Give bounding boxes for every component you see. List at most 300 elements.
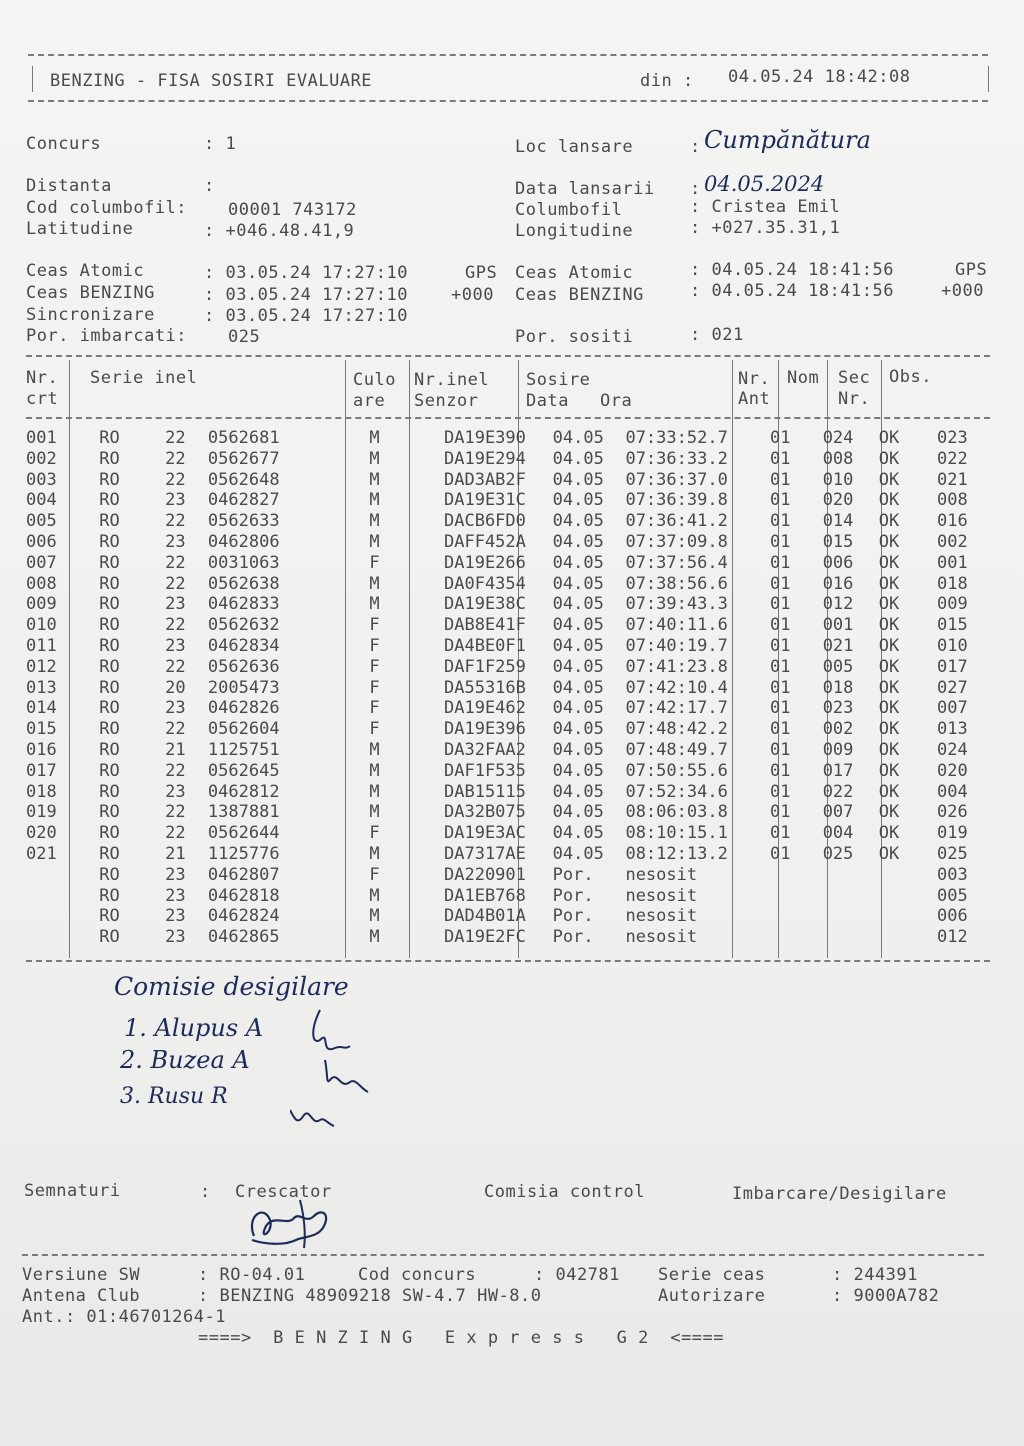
cell-sec: OK bbox=[878, 594, 900, 615]
cell-ora: 08:06:03.8 bbox=[625, 802, 728, 823]
table-row bbox=[26, 657, 1024, 678]
cell-data: 04.05 bbox=[552, 635, 604, 656]
cell-obs: 015 bbox=[936, 615, 968, 636]
autorizare-label: Autorizare bbox=[658, 1286, 766, 1306]
cell-culo bbox=[402, 678, 440, 699]
cell-tara: RO bbox=[99, 719, 120, 740]
cell-an: 22 bbox=[165, 511, 186, 532]
cell-ant: 01 bbox=[770, 781, 791, 802]
table-row bbox=[26, 927, 1024, 948]
ceas-benzing-start-value: : 03.05.24 17:27:10 bbox=[204, 285, 408, 305]
cell-nom: 004 bbox=[822, 823, 854, 844]
table-row bbox=[26, 782, 1024, 803]
col-header-obs: Obs. bbox=[889, 367, 932, 387]
cell-tara: RO bbox=[99, 864, 120, 885]
cell-culo bbox=[402, 844, 440, 865]
cell-an: 23 bbox=[165, 594, 186, 615]
latitudine-value: : +046.48.41,9 bbox=[204, 221, 355, 241]
cell-nr bbox=[26, 906, 69, 927]
cell-inel: 1125751 bbox=[207, 739, 280, 760]
cell-nom: 008 bbox=[822, 448, 854, 469]
cell-tara: RO bbox=[99, 594, 120, 615]
ceas-atomic-start-label: Ceas Atomic bbox=[26, 261, 145, 281]
cell-nr: 008 bbox=[26, 573, 57, 594]
cell-senzor: DA19E2FC bbox=[444, 927, 526, 948]
cell-nom: 007 bbox=[822, 802, 854, 823]
crescator-signature-icon bbox=[244, 1196, 344, 1252]
cell-tara: RO bbox=[99, 656, 120, 677]
cell-an: 23 bbox=[165, 781, 186, 802]
cell-tara: RO bbox=[99, 906, 120, 927]
table-row bbox=[26, 615, 1024, 636]
col-header-sec: Sec bbox=[838, 368, 871, 388]
cell-sex: M bbox=[369, 885, 380, 906]
table-bottom-rule bbox=[26, 960, 990, 962]
sincronizare-value: : 03.05.24 17:27:10 bbox=[204, 306, 408, 326]
cell-culo bbox=[402, 657, 440, 678]
commission-member-1: 1. Alupus A bbox=[124, 1014, 264, 1042]
cell-nom: 020 bbox=[822, 490, 854, 511]
comisia-control-label: Comisia control bbox=[484, 1182, 646, 1202]
cell-an: 22 bbox=[165, 469, 186, 490]
cell-nom bbox=[815, 865, 871, 886]
cell-inel: 0562677 bbox=[207, 448, 280, 469]
cell-senzor: DA0F4354 bbox=[444, 573, 526, 594]
semnaturi-label: Semnaturi bbox=[24, 1181, 121, 1201]
cell-obs: 002 bbox=[936, 531, 968, 552]
cell-sec: OK bbox=[878, 677, 900, 698]
cell-tara: RO bbox=[99, 781, 120, 802]
cell-obs: 021 bbox=[936, 469, 968, 490]
latitudine-label: Latitudine bbox=[26, 219, 134, 239]
cell-sec: OK bbox=[878, 490, 900, 511]
cell-senzor: DA19E390 bbox=[444, 428, 526, 448]
cell-sec: OK bbox=[878, 781, 900, 802]
cell-nom bbox=[815, 906, 871, 927]
cell-obs: 017 bbox=[936, 656, 968, 677]
ceas-atomic-end-label: Ceas Atomic bbox=[515, 263, 634, 283]
cell-an: 23 bbox=[165, 698, 186, 719]
cell-ant: 01 bbox=[770, 719, 791, 740]
col-header-culo: Culo bbox=[353, 370, 396, 390]
cell-data: 04.05 bbox=[552, 552, 604, 573]
document-title: BENZING - FISA SOSIRI EVALUARE bbox=[50, 71, 373, 91]
cell-culo bbox=[402, 636, 440, 657]
cell-nr: 021 bbox=[26, 843, 57, 864]
cell-culo bbox=[402, 553, 440, 574]
cell-ant bbox=[754, 927, 815, 948]
table-row bbox=[26, 844, 1024, 865]
cell-data: 04.05 bbox=[552, 760, 604, 781]
cell-senzor: DA19E266 bbox=[444, 552, 526, 573]
cell-an: 22 bbox=[165, 760, 186, 781]
table-row bbox=[26, 449, 1024, 470]
table-row bbox=[26, 636, 1024, 657]
cell-sex: M bbox=[369, 843, 380, 864]
imbarcati-label: Por. imbarcati: bbox=[26, 326, 188, 346]
cell-inel: 1125776 bbox=[207, 843, 280, 864]
cell-sec: OK bbox=[878, 802, 900, 823]
cell-inel: 0462826 bbox=[207, 698, 280, 719]
table-row bbox=[26, 906, 1024, 927]
data-lansarii-label: Data lansarii bbox=[515, 179, 655, 199]
commission-member-3: 3. Rusu R bbox=[120, 1084, 228, 1109]
cell-nom: 012 bbox=[822, 594, 854, 615]
table-row bbox=[26, 532, 1024, 553]
cell-tara: RO bbox=[99, 448, 120, 469]
cell-data: Por. bbox=[552, 885, 594, 906]
cell-data: 04.05 bbox=[552, 511, 604, 532]
cell-nom: 014 bbox=[822, 511, 854, 532]
cell-senzor: DA7317AE bbox=[444, 843, 526, 864]
cell-senzor: DA19E462 bbox=[444, 698, 526, 719]
cell-ora: 07:38:56.6 bbox=[625, 573, 728, 594]
cell-tara: RO bbox=[99, 843, 120, 864]
cell-nr: 013 bbox=[26, 677, 57, 698]
cell-data: 04.05 bbox=[552, 843, 604, 864]
cell-ora: nesosit bbox=[625, 927, 698, 948]
cell-sec: OK bbox=[878, 760, 900, 781]
cell-ant: 01 bbox=[770, 511, 791, 532]
cell-data: 04.05 bbox=[552, 531, 604, 552]
cell-tara: RO bbox=[99, 927, 120, 948]
table-row bbox=[26, 740, 1024, 761]
cell-nr: 014 bbox=[26, 698, 57, 719]
col-header-data: Data bbox=[526, 391, 569, 411]
imbarcati-value: 025 bbox=[228, 327, 261, 347]
cell-senzor: DA19E31C bbox=[444, 490, 526, 511]
cell-tara: RO bbox=[99, 573, 120, 594]
cell-ora: 07:42:17.7 bbox=[625, 698, 728, 719]
versiune-sw-label: Versiune SW bbox=[22, 1265, 141, 1285]
cell-nr: 011 bbox=[26, 635, 57, 656]
cell-an: 22 bbox=[165, 448, 186, 469]
ceas-benzing-end-label: Ceas BENZING bbox=[515, 285, 644, 305]
cell-sex: F bbox=[369, 698, 380, 719]
cell-obs: 027 bbox=[936, 677, 968, 698]
cell-nom: 021 bbox=[822, 635, 854, 656]
cell-an: 21 bbox=[165, 843, 186, 864]
cell-ant: 01 bbox=[770, 531, 791, 552]
cell-sex: M bbox=[369, 927, 380, 948]
cell-an: 22 bbox=[165, 656, 186, 677]
cell-sex: M bbox=[369, 760, 380, 781]
cell-nom: 005 bbox=[822, 656, 854, 677]
sositi-label: Por. sositi bbox=[515, 327, 634, 347]
cell-ora: 07:40:11.6 bbox=[625, 615, 728, 636]
cell-culo bbox=[402, 761, 440, 782]
cell-senzor: DAF1F535 bbox=[444, 760, 526, 781]
cell-tara: RO bbox=[99, 428, 120, 448]
cell-nr bbox=[26, 865, 69, 886]
cell-ant: 01 bbox=[770, 615, 791, 636]
cell-sec bbox=[871, 927, 931, 948]
cell-culo bbox=[402, 865, 440, 886]
cell-tara: RO bbox=[99, 552, 120, 573]
cell-ora: 07:52:34.6 bbox=[625, 781, 728, 802]
header-right-border bbox=[988, 66, 989, 92]
cell-nom: 016 bbox=[822, 573, 854, 594]
cell-senzor: DACB6FD0 bbox=[444, 511, 526, 532]
cell-ora: 07:33:52.7 bbox=[625, 428, 728, 448]
cell-nr bbox=[26, 886, 69, 907]
cell-inel: 0462806 bbox=[207, 531, 280, 552]
cell-ant: 01 bbox=[770, 843, 791, 864]
cell-data: 04.05 bbox=[552, 594, 604, 615]
cell-sex: M bbox=[369, 781, 380, 802]
cell-inel: 0562681 bbox=[207, 428, 280, 448]
din-label: din : bbox=[640, 71, 694, 91]
cell-ora: 07:48:49.7 bbox=[625, 739, 728, 760]
table-row bbox=[26, 761, 1024, 782]
cell-sex: F bbox=[369, 823, 380, 844]
cell-sex: M bbox=[369, 531, 380, 552]
cell-data: 04.05 bbox=[552, 428, 604, 448]
cell-inel: 0462865 bbox=[207, 927, 280, 948]
cell-data: 04.05 bbox=[552, 573, 604, 594]
cell-tara: RO bbox=[99, 615, 120, 636]
table-row bbox=[26, 865, 1024, 886]
ceas-atomic-end-suffix: GPS bbox=[955, 260, 988, 280]
sincronizare-label: Sincronizare bbox=[26, 305, 155, 325]
cell-obs: 019 bbox=[936, 823, 968, 844]
cell-nr: 002 bbox=[26, 448, 57, 469]
cell-inel: 0462834 bbox=[207, 635, 280, 656]
table-row bbox=[26, 574, 1024, 595]
cell-culo bbox=[402, 532, 440, 553]
cell-obs: 013 bbox=[936, 719, 968, 740]
cell-data: 04.05 bbox=[552, 469, 604, 490]
cell-obs: 026 bbox=[936, 802, 968, 823]
antena-club-label: Antena Club bbox=[22, 1286, 141, 1306]
versiune-sw-value: : RO-04.01 bbox=[198, 1265, 306, 1285]
cell-ora: 07:48:42.2 bbox=[625, 719, 728, 740]
cell-an: 22 bbox=[165, 428, 186, 448]
cell-senzor: DAF1F259 bbox=[444, 656, 526, 677]
cell-ant: 01 bbox=[770, 656, 791, 677]
cell-sex: M bbox=[369, 448, 380, 469]
cell-nom: 022 bbox=[822, 781, 854, 802]
cod-columbofil-label: Cod columbofil: bbox=[26, 198, 188, 218]
cell-inel: 0562638 bbox=[207, 573, 280, 594]
cell-inel: 0562632 bbox=[207, 615, 280, 636]
ceas-atomic-start-value: : 03.05.24 17:27:10 bbox=[204, 263, 408, 283]
cell-ora: nesosit bbox=[625, 885, 698, 906]
loc-lansare-label: Loc lansare bbox=[515, 137, 634, 157]
cell-an: 22 bbox=[165, 802, 186, 823]
cell-inel: 0031063 bbox=[207, 552, 280, 573]
cell-ant: 01 bbox=[770, 573, 791, 594]
table-top-rule bbox=[26, 355, 990, 357]
cell-ant: 01 bbox=[770, 428, 791, 448]
cell-sec: OK bbox=[878, 635, 900, 656]
imbarcare-desigilare-label: Imbarcare/Desigilare bbox=[732, 1184, 947, 1204]
cell-nom: 024 bbox=[822, 428, 854, 448]
col-header-serie-inel: Serie inel bbox=[90, 368, 198, 388]
cell-nom: 009 bbox=[822, 739, 854, 760]
cell-culo bbox=[402, 906, 440, 927]
cell-nom: 025 bbox=[822, 843, 854, 864]
concurs-label: Concurs bbox=[26, 134, 102, 154]
cell-nom bbox=[815, 886, 871, 907]
cod-concurs-value: : 042781 bbox=[534, 1265, 620, 1285]
cell-culo bbox=[402, 511, 440, 532]
table-row bbox=[26, 886, 1024, 907]
cell-ora: 07:50:55.6 bbox=[625, 760, 728, 781]
arrivals-table bbox=[26, 428, 1024, 948]
cell-sex: F bbox=[369, 656, 380, 677]
cell-data: 04.05 bbox=[552, 802, 604, 823]
cell-sex: F bbox=[369, 635, 380, 656]
ceas-benzing-start-suffix: +000 bbox=[451, 285, 494, 305]
cell-sex: F bbox=[369, 552, 380, 573]
ceas-benzing-end-suffix: +000 bbox=[941, 281, 984, 301]
cell-sex: F bbox=[369, 719, 380, 740]
cell-obs: 023 bbox=[936, 428, 968, 448]
cell-nr: 018 bbox=[26, 781, 57, 802]
antenna-id-line: Ant.: 01:46701264-1 bbox=[22, 1307, 226, 1327]
cell-data: 04.05 bbox=[552, 698, 604, 719]
cell-tara: RO bbox=[99, 635, 120, 656]
cell-culo bbox=[402, 428, 440, 449]
cell-sec: OK bbox=[878, 511, 900, 532]
table-row bbox=[26, 594, 1024, 615]
header-top-rule bbox=[28, 54, 988, 56]
cell-obs: 001 bbox=[936, 552, 968, 573]
cell-an: 22 bbox=[165, 615, 186, 636]
cell-sex: M bbox=[369, 573, 380, 594]
concurs-value: : 1 bbox=[204, 134, 237, 154]
cell-senzor: DA4BE0F1 bbox=[444, 635, 526, 656]
cell-data: 04.05 bbox=[552, 490, 604, 511]
cell-nom: 023 bbox=[822, 698, 854, 719]
cell-nom: 006 bbox=[822, 552, 854, 573]
col-header-nr-inel: Nr.inel bbox=[414, 370, 490, 390]
cell-sec: OK bbox=[878, 573, 900, 594]
table-row bbox=[26, 678, 1024, 699]
cell-ora: 07:42:10.4 bbox=[625, 677, 728, 698]
cell-ora: 07:40:19.7 bbox=[625, 635, 728, 656]
col-header-nom: Nom bbox=[787, 368, 820, 388]
cell-sex: M bbox=[369, 594, 380, 615]
commission-title-handwritten: Comisie desigilare bbox=[114, 972, 349, 1001]
cell-obs: 016 bbox=[936, 511, 968, 532]
cell-an: 23 bbox=[165, 635, 186, 656]
cell-obs: 018 bbox=[936, 573, 968, 594]
cell-senzor: DA32B075 bbox=[444, 802, 526, 823]
cell-data: 04.05 bbox=[552, 719, 604, 740]
cell-data: Por. bbox=[552, 864, 594, 885]
cell-ant: 01 bbox=[770, 739, 791, 760]
cell-nr: 003 bbox=[26, 469, 57, 490]
cell-nr: 004 bbox=[26, 490, 57, 511]
cell-culo bbox=[402, 782, 440, 803]
cell-tara: RO bbox=[99, 802, 120, 823]
cell-nr: 017 bbox=[26, 760, 57, 781]
cell-sec: OK bbox=[878, 823, 900, 844]
cell-nr: 019 bbox=[26, 802, 57, 823]
cell-nom: 010 bbox=[822, 469, 854, 490]
antena-club-value: : BENZING 48909218 SW-4.7 HW-8.0 bbox=[198, 1286, 542, 1306]
cell-sex: M bbox=[369, 802, 380, 823]
cell-sex: M bbox=[369, 906, 380, 927]
table-row bbox=[26, 553, 1024, 574]
col-header-nr-ant: Nr. bbox=[738, 369, 771, 389]
semnaturi-colon: : bbox=[200, 1182, 211, 1202]
commission-member-2: 2. Buzea A bbox=[120, 1046, 250, 1074]
cell-inel: 0562604 bbox=[207, 719, 280, 740]
longitudine-value: : +027.35.31,1 bbox=[690, 218, 841, 238]
autorizare-value: : 9000A782 bbox=[832, 1286, 940, 1306]
cell-nr: 010 bbox=[26, 615, 57, 636]
cell-senzor: DA19E38C bbox=[444, 594, 526, 615]
col-header-ant: Ant bbox=[738, 389, 771, 409]
distanta-value: : bbox=[204, 176, 215, 196]
cell-an: 23 bbox=[165, 927, 186, 948]
cell-an: 20 bbox=[165, 677, 186, 698]
cell-data: 04.05 bbox=[552, 739, 604, 760]
cell-inel: 0462824 bbox=[207, 906, 280, 927]
cell-obs: 003 bbox=[936, 864, 968, 885]
cell-inel: 0562636 bbox=[207, 656, 280, 677]
cell-data: 04.05 bbox=[552, 448, 604, 469]
cell-nr: 006 bbox=[26, 531, 57, 552]
cell-obs: 025 bbox=[936, 843, 968, 864]
cell-ant: 01 bbox=[770, 677, 791, 698]
data-lansarii-handwritten: 04.05.2024 bbox=[704, 172, 825, 196]
cell-sec: OK bbox=[878, 719, 900, 740]
cell-obs: 020 bbox=[936, 760, 968, 781]
cell-ant: 01 bbox=[770, 635, 791, 656]
cell-tara: RO bbox=[99, 739, 120, 760]
cell-sec: OK bbox=[878, 739, 900, 760]
cell-sex: M bbox=[369, 490, 380, 511]
cell-nr: 015 bbox=[26, 719, 57, 740]
cell-culo bbox=[402, 449, 440, 470]
cell-obs: 010 bbox=[936, 635, 968, 656]
cell-an: 23 bbox=[165, 490, 186, 511]
cell-culo bbox=[402, 574, 440, 595]
cell-data: Por. bbox=[552, 906, 594, 927]
cell-obs: 024 bbox=[936, 739, 968, 760]
cell-culo bbox=[402, 698, 440, 719]
col-header-sec-nr: Nr. bbox=[838, 389, 871, 409]
header-left-border bbox=[32, 66, 33, 92]
cell-ora: 07:36:41.2 bbox=[625, 511, 728, 532]
cell-ora: 07:41:23.8 bbox=[625, 656, 728, 677]
cell-ant: 01 bbox=[770, 552, 791, 573]
table-header-rule bbox=[26, 417, 990, 419]
cell-tara: RO bbox=[99, 698, 120, 719]
cell-sex: F bbox=[369, 677, 380, 698]
cell-ant bbox=[754, 906, 815, 927]
cell-ant: 01 bbox=[770, 469, 791, 490]
cell-sec bbox=[871, 865, 931, 886]
cell-culo bbox=[402, 823, 440, 844]
cell-senzor: DAD3AB2F bbox=[444, 469, 526, 490]
ceas-benzing-end-value: : 04.05.24 18:41:56 bbox=[690, 281, 894, 301]
cell-nr: 012 bbox=[26, 656, 57, 677]
cell-nom: 015 bbox=[822, 531, 854, 552]
cell-tara: RO bbox=[99, 760, 120, 781]
cell-ora: 07:36:33.2 bbox=[625, 448, 728, 469]
cell-an: 23 bbox=[165, 885, 186, 906]
table-row bbox=[26, 511, 1024, 532]
print-timestamp: 04.05.24 18:42:08 bbox=[728, 67, 911, 87]
cell-inel: 0462812 bbox=[207, 781, 280, 802]
cell-tara: RO bbox=[99, 885, 120, 906]
col-header-sosire: Sosire bbox=[526, 370, 591, 390]
